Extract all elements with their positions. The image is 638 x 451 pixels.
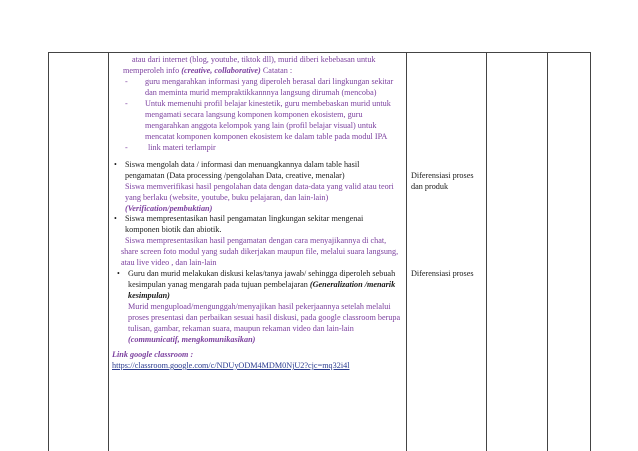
dash-marker: -: [125, 99, 128, 108]
bullet-marker: •: [117, 269, 120, 278]
note-line: mencatat komponen komponen ekosistem ke dalam table pada modul IPA: [145, 132, 388, 141]
step-line: Siswa memverifikasi hasil pengolahan data dengan data-data yang valid atau teori: [125, 182, 394, 191]
note-line: link materi terlampir: [148, 143, 216, 152]
table-top-border: [48, 52, 590, 53]
step-line: komponen biotik dan abiotik.: [125, 225, 222, 234]
differentiation-label: dan produk: [411, 182, 449, 191]
step-line: Siswa mempresentasikan hasil pengamatan dengan cara menyajikannya di chat,: [125, 236, 387, 245]
note-line: dan meminta murid mempraktikkannnya langsung dirumah (mencoba): [145, 88, 377, 97]
step-line: yang berlaku (website, youtube, buku pelajaran, dan lain-lain): [125, 193, 329, 202]
dash-marker: -: [125, 77, 128, 86]
step-tag: (Verification/pembuktian): [125, 204, 213, 213]
step-line: share screen foto modul yang sudah dikerjakan maupun file, melalui suara langsung,: [121, 247, 399, 256]
column-divider-2: [406, 52, 407, 451]
bullet-marker: •: [114, 214, 117, 223]
step-line: atau live video , dan lain-lain: [121, 258, 217, 267]
step-line: Guru dan murid melakukan diskusi kelas/tanya jawab/ sehingga diperoleh sebuah: [128, 269, 396, 278]
step-line: Murid mengupload/mengunggah/menyajikan hasil pekerjaannya setelah melalui: [128, 302, 391, 311]
intro-line: atau dari internet (blog, youtube, tiktok dll), murid diberi kebebasan untuk: [132, 55, 376, 64]
google-classroom-link[interactable]: https://classroom.google.com/c/NDUyODM4MDM0NjU2?cjc=mq32i4l: [112, 361, 350, 370]
differentiation-label: Diferensiasi proses: [411, 269, 474, 278]
step-line: Siswa mengolah data / informasi dan menuangkannya dalam table hasil: [125, 160, 360, 169]
note-line: guru mengarahkan informasi yang diperoleh berasal dari lingkungan sekitar: [145, 77, 394, 86]
table-left-border: [48, 52, 49, 451]
differentiation-label: Diferensiasi proses: [411, 171, 474, 180]
dash-marker: -: [125, 143, 128, 152]
note-line: mengamati secara langsung komponen komponen ekosistem, guru: [145, 110, 363, 119]
step-tag: (communicatif, mengkomunikasikan): [128, 335, 256, 344]
step-line: kesimpulan yanag mengarah pada tujuan pembelajaran (Generalization /menarik: [128, 280, 396, 289]
bullet-marker: •: [114, 160, 117, 169]
step-line: tulisan, gambar, rekaman suara, maupun rekaman video dan lain-lain: [128, 324, 354, 333]
step-line: pengamatan (Data processing /pengolahan Data, creative, menalar): [125, 171, 345, 180]
column-divider-3: [486, 52, 487, 451]
step-line: proses presentasi dan perbaikan sesuai hasil diskusi, pada google classroom berupa: [128, 313, 401, 322]
note-line: Untuk memenuhi profil belajar kinestetik, guru membebaskan murid untuk: [145, 99, 391, 108]
intro-line: memperoleh info (creative, collaborative) Catatan :: [123, 66, 293, 75]
column-divider-1: [108, 52, 109, 451]
step-tag: kesimpulan): [128, 291, 170, 300]
link-label: Link google classroom :: [112, 350, 194, 359]
note-line: mengarahkan anggota kelompok yang lain (profil belajar visual) untuk: [145, 121, 377, 130]
table-right-border: [590, 52, 591, 451]
column-divider-4: [547, 52, 548, 451]
step-line: Siswa mempresentasikan hasil pengamatan lingkungan sekitar mengenai: [125, 214, 364, 223]
